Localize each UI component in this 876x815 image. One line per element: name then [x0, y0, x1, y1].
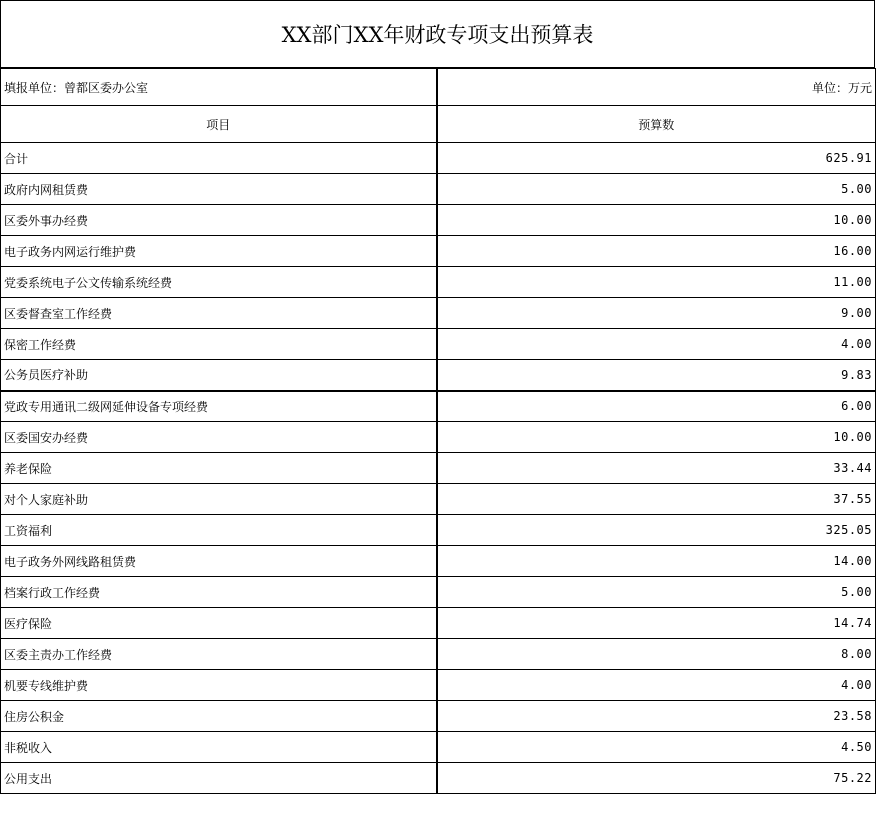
item-name-cell[interactable]: 电子政务内网运行维护费 — [1, 236, 437, 267]
budget-value-cell[interactable]: 9.00 — [437, 298, 876, 329]
table-row — [1, 484, 876, 515]
item-name-cell[interactable]: 区委外事办经费 — [1, 205, 437, 236]
item-name-cell[interactable]: 区委主责办工作经费 — [1, 639, 437, 670]
item-name-cell[interactable]: 党政专用通讯二级网延伸设备专项经费 — [1, 391, 437, 422]
table-row — [1, 143, 876, 174]
table-row — [1, 453, 876, 484]
header-row — [1, 106, 876, 143]
budget-value-cell[interactable]: 14.00 — [437, 546, 876, 577]
table-row — [1, 360, 876, 391]
budget-value-cell[interactable]: 9.83 — [437, 360, 876, 391]
table-row — [1, 639, 876, 670]
item-name-cell[interactable]: 政府内网租赁费 — [1, 174, 437, 205]
table-row — [1, 732, 876, 763]
table-row — [1, 608, 876, 639]
budget-value-cell[interactable]: 8.00 — [437, 639, 876, 670]
table-row — [1, 670, 876, 701]
table-row — [1, 577, 876, 608]
budget-value-cell[interactable]: 325.05 — [437, 515, 876, 546]
budget-value-cell[interactable]: 5.00 — [437, 577, 876, 608]
table-row — [1, 391, 876, 422]
table-row — [1, 236, 876, 267]
budget-value-cell[interactable]: 11.00 — [437, 267, 876, 298]
budget-value-cell[interactable]: 37.55 — [437, 484, 876, 515]
budget-value-cell[interactable]: 6.00 — [437, 391, 876, 422]
item-header-cell[interactable]: 项目 — [1, 106, 437, 143]
budget-value-cell[interactable]: 14.74 — [437, 608, 876, 639]
budget-value-cell[interactable]: 4.00 — [437, 329, 876, 360]
table-row — [1, 546, 876, 577]
budget-header-cell[interactable]: 预算数 — [437, 106, 876, 143]
budget-table — [0, 68, 876, 794]
table-row — [1, 298, 876, 329]
item-name-cell[interactable]: 区委督查室工作经费 — [1, 298, 437, 329]
item-name-cell[interactable]: 机要专线维护费 — [1, 670, 437, 701]
budget-value-cell[interactable]: 10.00 — [437, 422, 876, 453]
item-name-cell[interactable]: 公务员医疗补助 — [1, 360, 437, 391]
budget-value-cell[interactable]: 75.22 — [437, 763, 876, 794]
table-row — [1, 701, 876, 732]
item-name-cell[interactable]: 合计 — [1, 143, 437, 174]
budget-value-cell[interactable]: 33.44 — [437, 453, 876, 484]
item-name-cell[interactable]: 保密工作经费 — [1, 329, 437, 360]
budget-value-cell[interactable]: 625.91 — [437, 143, 876, 174]
table-row — [1, 329, 876, 360]
item-name-cell[interactable]: 住房公积金 — [1, 701, 437, 732]
budget-value-cell[interactable]: 16.00 — [437, 236, 876, 267]
budget-value-cell[interactable]: 4.50 — [437, 732, 876, 763]
item-name-cell[interactable]: 公用支出 — [1, 763, 437, 794]
budget-value-cell[interactable]: 10.00 — [437, 205, 876, 236]
meta-row — [1, 69, 876, 106]
item-name-cell[interactable]: 档案行政工作经费 — [1, 577, 437, 608]
table-row — [1, 174, 876, 205]
item-name-cell[interactable]: 对个人家庭补助 — [1, 484, 437, 515]
budget-value-cell[interactable]: 4.00 — [437, 670, 876, 701]
sheet-title: XX部门XX年财政专项支出预算表 — [0, 0, 875, 68]
currency-unit-cell[interactable]: 单位：万元 — [437, 69, 876, 106]
item-name-cell[interactable]: 养老保险 — [1, 453, 437, 484]
item-name-cell[interactable]: 医疗保险 — [1, 608, 437, 639]
budget-value-cell[interactable]: 23.58 — [437, 701, 876, 732]
item-name-cell[interactable]: 区委国安办经费 — [1, 422, 437, 453]
item-name-cell[interactable]: 党委系统电子公文传输系统经费 — [1, 267, 437, 298]
reporting-unit-cell[interactable]: 填报单位：曾都区委办公室 — [1, 69, 437, 106]
item-name-cell[interactable]: 非税收入 — [1, 732, 437, 763]
table-row — [1, 267, 876, 298]
table-row — [1, 205, 876, 236]
table-row — [1, 763, 876, 794]
table-row — [1, 515, 876, 546]
item-name-cell[interactable]: 电子政务外网线路租赁费 — [1, 546, 437, 577]
item-name-cell[interactable]: 工资福利 — [1, 515, 437, 546]
budget-value-cell[interactable]: 5.00 — [437, 174, 876, 205]
table-row — [1, 422, 876, 453]
